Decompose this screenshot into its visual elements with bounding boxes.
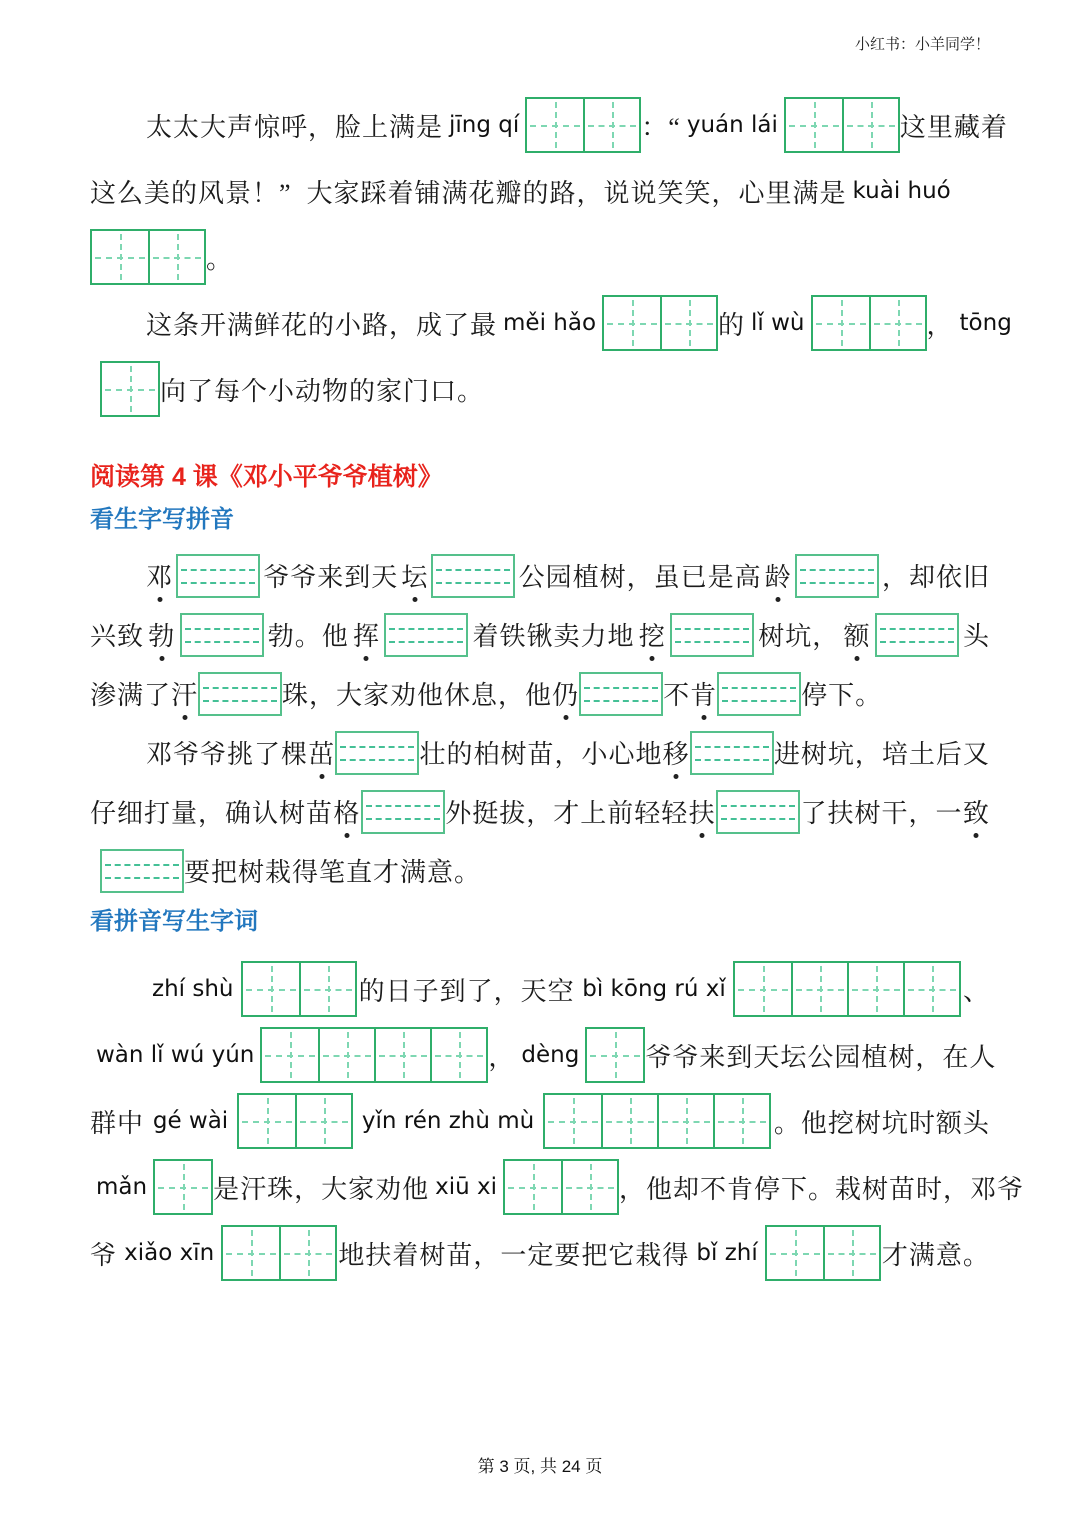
chinese-text: 了扶树干，一	[800, 799, 963, 828]
pinyin-writing-box[interactable]	[690, 731, 774, 775]
pinyin-writing-box[interactable]	[875, 613, 959, 657]
emphasized-char: 挥	[353, 616, 380, 653]
emphasized-char: 龄	[765, 557, 792, 594]
text-line	[90, 1088, 990, 1154]
chinese-text: 这条开满鲜花的小路，成了最	[146, 310, 498, 340]
dashed-guide-line	[340, 746, 414, 748]
character-writing-grid[interactable]	[765, 1225, 881, 1281]
grid-cell	[148, 231, 204, 283]
grid-cell	[102, 363, 158, 415]
dashed-guide-line	[721, 805, 795, 807]
chinese-text: 爷爷来到天坛公园植树，在人	[645, 1042, 997, 1072]
character-writing-grid[interactable]	[260, 1027, 488, 1083]
grid-cell	[601, 1095, 657, 1147]
dashed-guide-line	[389, 641, 463, 643]
grid-cell	[430, 1029, 486, 1081]
grid-cell	[505, 1161, 561, 1213]
chinese-text: ，却依旧	[881, 563, 990, 592]
emphasized-char: 坛	[401, 557, 428, 594]
pinyin-text: gé wài	[152, 1108, 229, 1134]
grid-cell	[239, 1095, 295, 1147]
text-line	[90, 92, 1008, 158]
chinese-text: 。他挖树坑时额头	[773, 1108, 990, 1138]
chinese-text: 邓爷爷挑了棵	[146, 740, 309, 769]
pinyin-text: kuài huó	[852, 178, 951, 204]
pinyin-text: lǐ wù	[751, 310, 805, 336]
dashed-guide-line	[105, 877, 179, 879]
dashed-guide-line	[695, 746, 769, 748]
lesson-heading: 阅读第 4 课《邓小平爷爷植树》	[90, 463, 443, 491]
emphasized-char: 致	[963, 793, 990, 830]
emphasized-char: 勃	[148, 616, 175, 653]
pinyin-text: wàn lǐ wú yún	[96, 1042, 255, 1068]
dashed-guide-line	[721, 818, 795, 820]
chinese-text: 是汗珠，大家劝他	[213, 1174, 430, 1204]
dashed-guide-line	[675, 641, 749, 643]
grid-cell	[903, 963, 959, 1015]
pinyin-writing-box[interactable]	[431, 554, 515, 598]
grid-cell	[299, 963, 355, 1015]
pinyin-text: měi hǎo	[503, 310, 597, 336]
dashed-guide-line	[584, 700, 658, 702]
pinyin-text: zhí shù	[152, 976, 234, 1002]
chinese-text: 的日子到了，天空	[358, 976, 575, 1006]
grid-cell	[847, 963, 903, 1015]
emphasized-char: 格	[333, 793, 360, 830]
character-writing-grid[interactable]	[733, 961, 961, 1017]
emphasized-char: 茁	[308, 734, 335, 771]
character-writing-grid[interactable]	[237, 1093, 353, 1149]
grid-cell	[813, 297, 869, 349]
chinese-text: 。	[206, 244, 234, 274]
grid-cell	[374, 1029, 430, 1081]
grid-cell	[561, 1161, 617, 1213]
exercise-subheading: 看生字写拼音	[90, 506, 234, 533]
pinyin-writing-box[interactable]	[180, 613, 264, 657]
character-writing-grid[interactable]	[221, 1225, 337, 1281]
dashed-guide-line	[880, 641, 954, 643]
dashed-guide-line	[436, 569, 510, 571]
grid-cell	[869, 297, 925, 349]
dashed-guide-line	[675, 628, 749, 630]
watermark-text: 小红书：小羊同学！	[854, 36, 990, 53]
dashed-guide-line	[722, 687, 796, 689]
grid-cell	[713, 1095, 769, 1147]
chinese-text: 、	[962, 976, 990, 1006]
emphasized-char: 移	[663, 734, 690, 771]
chinese-text: ，	[488, 1042, 516, 1072]
grid-cell	[279, 1227, 335, 1279]
character-writing-grid[interactable]	[100, 361, 160, 417]
chinese-text: 进树坑，培土后又	[773, 740, 990, 769]
emphasized-char: 仍	[552, 675, 579, 712]
text-line	[90, 1022, 997, 1088]
paragraph	[90, 92, 1008, 290]
pinyin-text: jīng qí	[449, 112, 520, 138]
pinyin-text: bǐ zhí	[696, 1240, 758, 1266]
chinese-text: 群中	[90, 1108, 145, 1138]
chinese-text: 渗满了	[90, 681, 172, 710]
pinyin-text: xiū xi	[435, 1174, 497, 1200]
pinyin-text: yǐn rén zhù mù	[361, 1108, 535, 1134]
chinese-text: 地扶着树苗，一定要把它栽得	[338, 1240, 690, 1270]
text-line	[90, 841, 990, 900]
dashed-guide-line	[880, 628, 954, 630]
paragraph	[90, 956, 1025, 1286]
chinese-text: 要把树栽得笔直才满意。	[184, 858, 482, 887]
pinyin-writing-box[interactable]	[100, 849, 184, 893]
pinyin-text: mǎn	[96, 1174, 148, 1200]
grid-cell	[583, 99, 639, 151]
text-line	[90, 664, 990, 723]
emphasized-char: 肯	[690, 675, 717, 712]
chinese-text: 头	[962, 622, 990, 651]
dashed-guide-line	[722, 700, 796, 702]
chinese-text: 爷	[90, 1240, 118, 1270]
chinese-text: 不	[663, 681, 691, 710]
chinese-text: 树坑，	[758, 622, 840, 651]
text-line	[90, 158, 990, 224]
chinese-text: 停下。	[801, 681, 883, 710]
document-body	[90, 92, 1025, 1286]
pinyin-text: tōng	[959, 310, 1012, 336]
grid-cell	[223, 1227, 279, 1279]
chinese-text: 公园植树，虽已是高	[518, 563, 762, 592]
chinese-text: 向了每个小动物的家门口。	[160, 376, 485, 406]
grid-cell	[791, 963, 847, 1015]
chinese-text: ：“	[641, 112, 681, 142]
pinyin-text: bì kōng rú xǐ	[582, 976, 726, 1002]
dashed-guide-line	[366, 818, 440, 820]
character-writing-grid[interactable]	[90, 229, 206, 285]
character-writing-grid[interactable]	[153, 1159, 213, 1215]
text-line	[90, 1220, 990, 1286]
pinyin-text: yuán lái	[686, 112, 778, 138]
grid-cell	[587, 1029, 643, 1081]
dashed-guide-line	[366, 805, 440, 807]
grid-cell	[318, 1029, 374, 1081]
paragraph	[90, 290, 1012, 422]
emphasized-char: 额	[843, 616, 870, 653]
grid-cell	[660, 297, 716, 349]
grid-cell	[545, 1095, 601, 1147]
pinyin-writing-box[interactable]	[670, 613, 754, 657]
chinese-text: 这么美的风景！” 大家踩着铺满花瓣的路，说说笑笑，心里满是	[90, 178, 847, 208]
grid-cell	[604, 297, 660, 349]
dashed-guide-line	[389, 628, 463, 630]
page-number: 第 3 页, 共 24 页	[477, 1457, 603, 1476]
pinyin-text: xiǎo xīn	[124, 1240, 215, 1266]
chinese-text: 兴致	[90, 622, 145, 651]
grid-cell	[243, 963, 299, 1015]
text-line	[90, 782, 990, 841]
dashed-guide-line	[203, 687, 277, 689]
pinyin-writing-box[interactable]	[361, 790, 445, 834]
text-line	[90, 956, 990, 1022]
dashed-guide-line	[185, 628, 259, 630]
dashed-guide-line	[436, 582, 510, 584]
dashed-guide-line	[340, 759, 414, 761]
text-line	[90, 723, 990, 782]
grid-cell	[262, 1029, 318, 1081]
dashed-guide-line	[800, 582, 874, 584]
character-writing-grid[interactable]	[503, 1159, 619, 1215]
pinyin-writing-box[interactable]	[716, 790, 800, 834]
character-writing-grid[interactable]	[602, 295, 718, 351]
character-writing-grid[interactable]	[543, 1093, 771, 1149]
text-line	[90, 1154, 1025, 1220]
dashed-guide-line	[695, 759, 769, 761]
character-writing-grid[interactable]	[811, 295, 927, 351]
chinese-text: 勃。他	[267, 622, 349, 651]
grid-cell	[767, 1227, 823, 1279]
pinyin-text: dèng	[521, 1042, 580, 1068]
chinese-text: 才满意。	[881, 1240, 990, 1270]
grid-cell	[735, 963, 791, 1015]
pinyin-writing-box[interactable]	[198, 672, 282, 716]
dashed-guide-line	[181, 569, 255, 571]
text-line	[90, 290, 1012, 356]
character-writing-grid[interactable]	[241, 961, 357, 1017]
pinyin-writing-box[interactable]	[335, 731, 419, 775]
grid-cell	[657, 1095, 713, 1147]
emphasized-char: 汗	[171, 675, 198, 712]
chinese-text: 外挺拔，才上前轻轻	[445, 799, 689, 828]
grid-cell	[155, 1161, 211, 1213]
grid-cell	[786, 99, 842, 151]
dashed-guide-line	[203, 700, 277, 702]
dashed-guide-line	[105, 864, 179, 866]
grid-cell	[823, 1227, 879, 1279]
chinese-text: 壮的柏树苗，小心地	[419, 740, 663, 769]
grid-cell	[295, 1095, 351, 1147]
pinyin-writing-box[interactable]	[384, 613, 468, 657]
grid-cell	[842, 99, 898, 151]
pinyin-writing-box[interactable]	[579, 672, 663, 716]
pinyin-writing-box[interactable]	[176, 554, 260, 598]
chinese-text: 着铁锹卖力地	[472, 622, 635, 651]
dashed-guide-line	[800, 569, 874, 571]
paragraph	[90, 546, 990, 900]
text-line	[90, 546, 990, 605]
dashed-guide-line	[185, 641, 259, 643]
chinese-text: ，	[926, 310, 954, 340]
grid-cell	[527, 99, 583, 151]
dashed-guide-line	[181, 582, 255, 584]
exercise-subheading: 看拼音写生字词	[90, 908, 258, 935]
chinese-text: 爷爷来到天	[263, 563, 399, 592]
chinese-text: 仔细打量，确认树苗	[90, 799, 334, 828]
character-writing-grid[interactable]	[585, 1027, 645, 1083]
chinese-text: 的	[718, 310, 746, 340]
character-writing-grid[interactable]	[525, 97, 641, 153]
emphasized-char: 挖	[639, 616, 666, 653]
chinese-text: ，他却不肯停下。栽树苗时，邓爷	[619, 1174, 1025, 1204]
text-line	[90, 605, 990, 664]
chinese-text: 这里藏着	[899, 112, 1008, 142]
character-writing-grid[interactable]	[784, 97, 900, 153]
text-line	[90, 356, 990, 422]
grid-cell	[92, 231, 148, 283]
emphasized-char: 扶	[689, 793, 716, 830]
text-line	[90, 224, 990, 290]
emphasized-char: 邓	[146, 557, 173, 594]
chinese-text: 珠，大家劝他休息，他	[282, 681, 553, 710]
pinyin-writing-box[interactable]	[717, 672, 801, 716]
dashed-guide-line	[584, 687, 658, 689]
pinyin-writing-box[interactable]	[795, 554, 879, 598]
chinese-text: 太太大声惊呼，脸上满是	[146, 112, 444, 142]
